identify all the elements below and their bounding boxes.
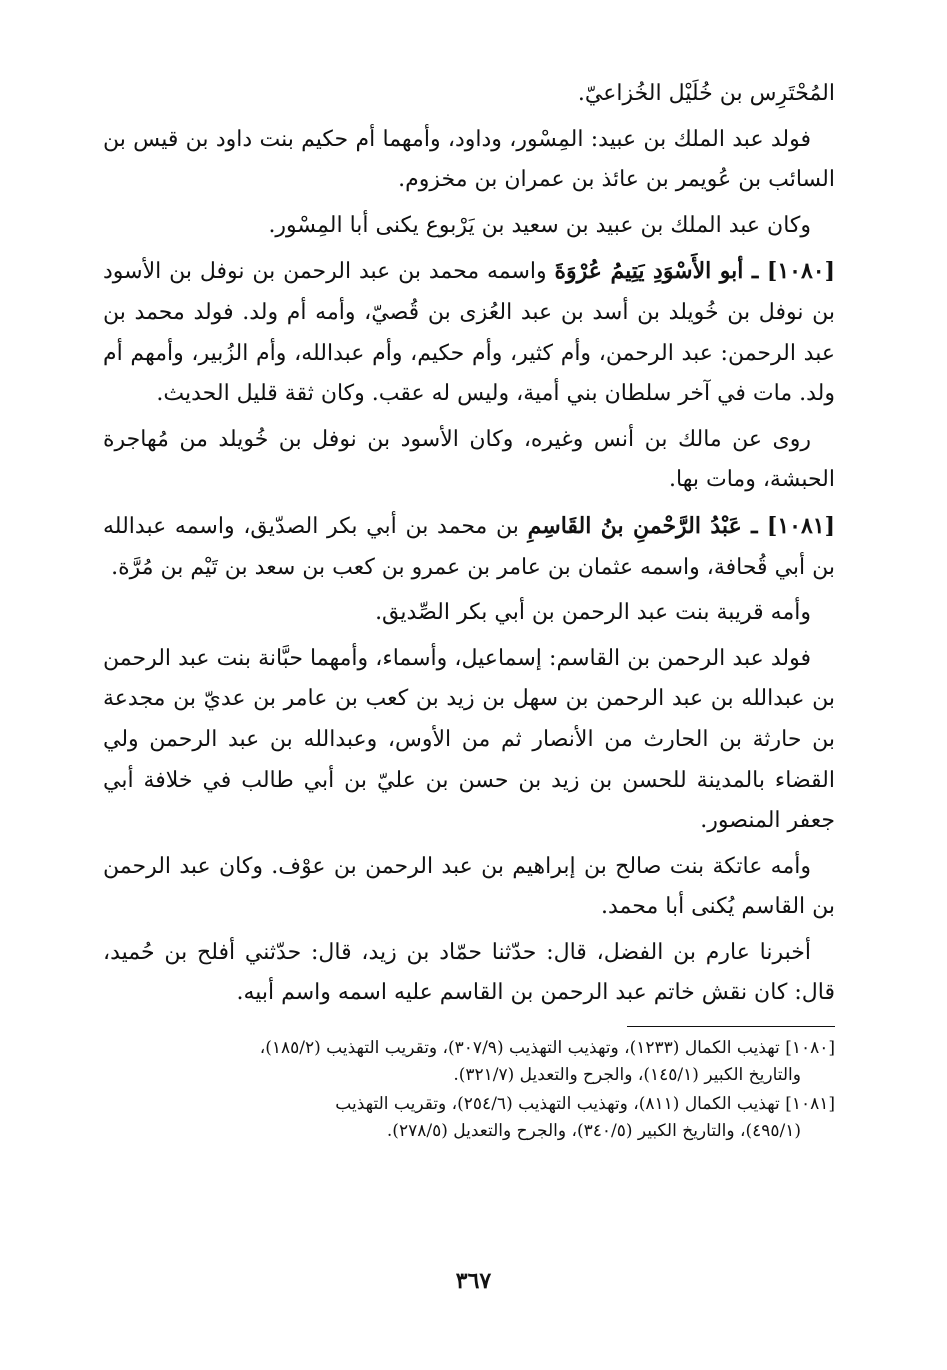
biography-entry — [103, 251, 835, 414]
footnote — [103, 1091, 835, 1145]
paragraph-text: بن محمد بن أبي بكر الصدّيق، واسمه عبدالله بن أبي قُحافة، واسمه عثمان بن عامر بن عمرو بن كعب بن سعد بن تَيْم بن مُرَّة. — [103, 513, 835, 580]
entry-heading: [١٠٨١] ـ عَبْدُ الرَّحْمنِ بنُ القَاسِمِ — [527, 512, 836, 539]
paragraph-text: فولد عبد الملك بن عبيد: المِسْور، وداود، وأمهما أم حكيم بنت داود بن قيس بن السائب بن عُويمر بن عائذ بن عمران بن مخزوم. — [103, 126, 835, 193]
paragraph — [103, 120, 835, 201]
biography-entry — [103, 506, 835, 588]
paragraph — [103, 593, 835, 634]
footnote-line: (٤٩٥/١)، والتاريخ الكبير (٣٤٠/٥)، والجرح والتعديل (٢٧٨/٥). — [386, 1121, 801, 1142]
paragraph-text: روى عن مالك بن أنس وغيره، وكان الأسود بن نوفل بن خُويلد من مُهاجرة الحبشة، ومات بها. — [103, 426, 835, 493]
paragraph — [103, 933, 835, 1014]
footnote-line: [١٠٨١] تهذيب الكمال (٨١١)، وتهذيب التهذيب (٢٥٤/٦)، وتقريب التهذيب — [335, 1094, 835, 1115]
paragraph-text: أخبرنا عارم بن الفضل، قال: حدّثنا حمّاد بن زيد، قال: حدّثني أفلح بن حُميد، قال: كان نقش خاتم عبد الرحمن بن القاسم عليه اسمه واسم أبيه. — [103, 939, 835, 1006]
footnote-divider — [627, 1026, 835, 1027]
paragraph-text: وأمه قريبة بنت عبد الرحمن بن أبي بكر الصِّديق. — [375, 600, 811, 626]
footnotes — [103, 1035, 835, 1145]
paragraph — [103, 74, 835, 115]
footnote — [103, 1035, 835, 1089]
paragraph — [103, 639, 835, 842]
entry-heading: [١٠٨٠] ـ أبو الأَسْوَدِ يَتِيمُ عُرْوَةَ — [554, 258, 835, 285]
paragraph-text: وأمه عاتكة بنت صالح بن إبراهيم بن عبد الرحمن بن عوْف. وكان عبد الرحمن بن القاسم يُكنى أبا محمد. — [103, 853, 835, 920]
paragraph-text: المُحْتَرِس بن خُلَيْل الخُزاعيّ. — [577, 81, 835, 106]
paragraph-text: وكان عبد الملك بن عبيد بن سعيد بن يَرْبوع يكنى أبا المِسْور. — [268, 212, 811, 238]
footnote-line: والتاريخ الكبير (١٤٥/١)، والجرح والتعديل (٣٢١/٧). — [453, 1065, 801, 1086]
paragraph — [103, 420, 835, 501]
main-text — [103, 74, 835, 1014]
page-number: ٣٦٧ — [455, 1268, 492, 1294]
paragraph — [103, 847, 835, 928]
paragraph-text: واسمه محمد بن عبد الرحمن بن نوفل بن الأسود بن نوفل بن خُويلد بن أسد بن عبد العُزى بن قُصيّ، وأمه أم ولد. فولد محمد بن عبد الرحمن: عبد الرحمن، وأم كثير، وأم حكيم، وأم عبدالله، وأم الزُبير، وأمهم أم ولد. مات في آخر سلطان بني أمية، وليس له عقب. وكان ثقة قليل الحديث. — [103, 259, 835, 407]
paragraph-text: فولد عبد الرحمن بن القاسم: إسماعيل، وأسماء، وأمهما حبَّانة بنت عبد الرحمن بن عبدالله بن عبد الرحمن بن سهل بن زيد بن كعب بن عامر بن عديّ بن مجدعة بن حارثة بن الحارث من الأنصار ثم من الأوس، وعبدالله بن عبد الرحمن ولي القضاء بالمدينة للحسن بن زيد بن حسن بن عليّ بن أبي طالب في خلافة أبي جعفر المنصور. — [103, 645, 836, 834]
footnote-line: [١٠٨٠] تهذيب الكمال (١٢٣٣)، وتهذيب التهذيب (٣٠٧/٩)، وتقريب التهذيب (١٨٥/٢)، — [259, 1038, 835, 1059]
paragraph — [103, 206, 835, 247]
